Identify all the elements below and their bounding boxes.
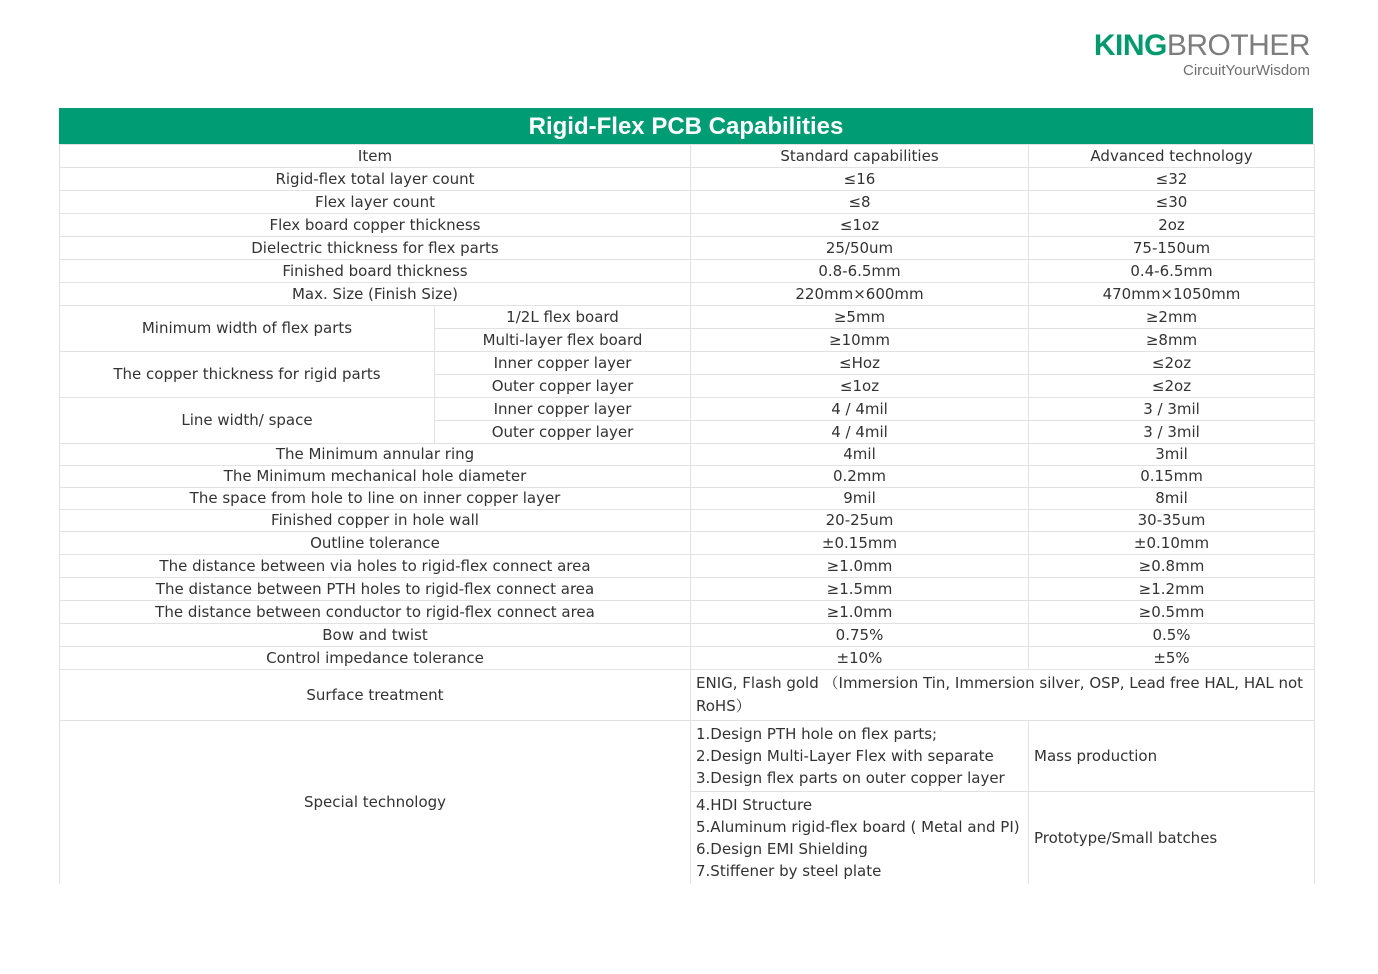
table-row	[60, 466, 1315, 488]
sub-item-cell: Outer copper layer	[435, 421, 691, 444]
item-cell: The Minimum mechanical hole diameter	[60, 466, 691, 488]
table-row	[60, 237, 1315, 260]
standard-cell: ≥1.0mm	[691, 555, 1029, 578]
group-item-cell: Line width/ space	[60, 398, 435, 444]
sub-item-cell: Multi-layer flex board	[435, 329, 691, 352]
mass-production-tech-cell	[691, 721, 1029, 792]
advanced-cell: ±5%	[1029, 647, 1315, 670]
table-title: Rigid-Flex PCB Capabilities	[59, 108, 1313, 144]
standard-cell: 0.75%	[691, 624, 1029, 647]
item-cell: Max. Size (Finish Size)	[60, 283, 691, 306]
item-cell: The distance between PTH holes to rigid-flex connect area	[60, 578, 691, 601]
table-row	[60, 578, 1315, 601]
advanced-cell: ≥8mm	[1029, 329, 1315, 352]
tech-line: 7.Stiffener by steel plate	[696, 862, 882, 880]
table-row	[60, 306, 1315, 329]
advanced-cell: ≤2oz	[1029, 352, 1315, 375]
company-logo	[1094, 30, 1310, 79]
advanced-cell: 0.15mm	[1029, 466, 1315, 488]
standard-cell: 20-25um	[691, 510, 1029, 532]
advanced-cell: 2oz	[1029, 214, 1315, 237]
standard-cell: 0.8-6.5mm	[691, 260, 1029, 283]
item-cell: The Minimum annular ring	[60, 444, 691, 466]
advanced-cell: 8mil	[1029, 488, 1315, 510]
header-standard: Standard capabilities	[691, 145, 1029, 168]
standard-cell: ≤1oz	[691, 214, 1029, 237]
prototype-label: Prototype/Small batches	[1029, 792, 1315, 885]
advanced-cell: 30-35um	[1029, 510, 1315, 532]
standard-cell: 0.2mm	[691, 466, 1029, 488]
table-row	[60, 721, 1315, 792]
header-advanced: Advanced technology	[1029, 145, 1315, 168]
table-row	[60, 214, 1315, 237]
standard-cell: ≤16	[691, 168, 1029, 191]
logo-brand-left: KING	[1093, 29, 1167, 62]
advanced-cell: ≤2oz	[1029, 375, 1315, 398]
standard-cell: ≤8	[691, 191, 1029, 214]
standard-cell: 4 / 4mil	[691, 398, 1029, 421]
standard-cell: ≥5mm	[691, 306, 1029, 329]
table-row	[60, 670, 1315, 721]
item-cell: Special technology	[60, 721, 691, 885]
advanced-cell: 0.5%	[1029, 624, 1315, 647]
table-row	[60, 191, 1315, 214]
tech-line: 1.Design PTH hole on flex parts;	[696, 725, 938, 743]
item-cell: The distance between via holes to rigid-flex connect area	[60, 555, 691, 578]
sub-item-cell: Outer copper layer	[435, 375, 691, 398]
standard-cell: 4mil	[691, 444, 1029, 466]
standard-cell: 220mm×600mm	[691, 283, 1029, 306]
table-row	[60, 532, 1315, 555]
header-item: Item	[60, 145, 691, 168]
group-item-cell: The copper thickness for rigid parts	[60, 352, 435, 398]
capabilities-table	[59, 144, 1315, 884]
group-item-cell: Minimum width of flex parts	[60, 306, 435, 352]
standard-cell: ≥1.0mm	[691, 601, 1029, 624]
prototype-tech-cell	[691, 792, 1029, 885]
standard-cell: 25/50um	[691, 237, 1029, 260]
table-row	[60, 647, 1315, 670]
item-cell: Surface treatment	[60, 670, 691, 721]
tech-line: 4.HDI Structure	[696, 796, 813, 814]
advanced-cell: 0.4-6.5mm	[1029, 260, 1315, 283]
item-cell: Outline tolerance	[60, 532, 691, 555]
standard-cell: 9mil	[691, 488, 1029, 510]
tech-line: 5.Aluminum rigid-flex board ( Metal and PI)	[696, 818, 1020, 836]
advanced-cell: ≥0.8mm	[1029, 555, 1315, 578]
item-cell: Finished copper in hole wall	[60, 510, 691, 532]
logo-wordmark	[1094, 30, 1310, 62]
table-row	[60, 168, 1315, 191]
standard-cell: ≤Hoz	[691, 352, 1029, 375]
item-cell: Finished board thickness	[60, 260, 691, 283]
item-cell: Bow and twist	[60, 624, 691, 647]
table-row	[60, 488, 1315, 510]
standard-cell: ≥1.5mm	[691, 578, 1029, 601]
advanced-cell: 3mil	[1029, 444, 1315, 466]
mass-production-label: Mass production	[1029, 721, 1315, 792]
advanced-cell: 75-150um	[1029, 237, 1315, 260]
sub-item-cell: 1/2L flex board	[435, 306, 691, 329]
logo-tagline: CircuitYourWisdom	[1183, 62, 1310, 79]
advanced-cell: ≥1.2mm	[1029, 578, 1315, 601]
surface-value-cell: ENIG, Flash gold （Immersion Tin, Immersion silver, OSP, Lead free HAL, HAL not RoHS）	[691, 670, 1315, 721]
table-row	[60, 283, 1315, 306]
advanced-cell: ≤32	[1029, 168, 1315, 191]
table-row	[60, 555, 1315, 578]
tech-line: 2.Design Multi-Layer Flex with separate	[696, 747, 994, 765]
table-row	[60, 510, 1315, 532]
standard-cell: 4 / 4mil	[691, 421, 1029, 444]
item-cell: Dielectric thickness for flex parts	[60, 237, 691, 260]
standard-cell: ±10%	[691, 647, 1029, 670]
item-cell: Flex board copper thickness	[60, 214, 691, 237]
item-cell: The distance between conductor to rigid-flex connect area	[60, 601, 691, 624]
advanced-cell: 470mm×1050mm	[1029, 283, 1315, 306]
tech-line: 6.Design EMI Shielding	[696, 840, 868, 858]
standard-cell: ±0.15mm	[691, 532, 1029, 555]
table-row	[60, 601, 1315, 624]
standard-cell: ≤1oz	[691, 375, 1029, 398]
table-row	[60, 624, 1315, 647]
table-row	[60, 398, 1315, 421]
advanced-cell: ±0.10mm	[1029, 532, 1315, 555]
sub-item-cell: Inner copper layer	[435, 352, 691, 375]
item-cell: Rigid-flex total layer count	[60, 168, 691, 191]
item-cell: Control impedance tolerance	[60, 647, 691, 670]
standard-cell: ≥10mm	[691, 329, 1029, 352]
item-cell: Flex layer count	[60, 191, 691, 214]
advanced-cell: ≥0.5mm	[1029, 601, 1315, 624]
header-row	[60, 145, 1315, 168]
table-row	[60, 260, 1315, 283]
tech-line: 3.Design flex parts on outer copper layer	[696, 769, 1005, 787]
advanced-cell: ≤30	[1029, 191, 1315, 214]
logo-brand-right: BROTHER	[1166, 29, 1310, 62]
advanced-cell: 3 / 3mil	[1029, 398, 1315, 421]
sub-item-cell: Inner copper layer	[435, 398, 691, 421]
item-cell: The space from hole to line on inner copper layer	[60, 488, 691, 510]
advanced-cell: 3 / 3mil	[1029, 421, 1315, 444]
table-row	[60, 352, 1315, 375]
advanced-cell: ≥2mm	[1029, 306, 1315, 329]
table-row	[60, 444, 1315, 466]
